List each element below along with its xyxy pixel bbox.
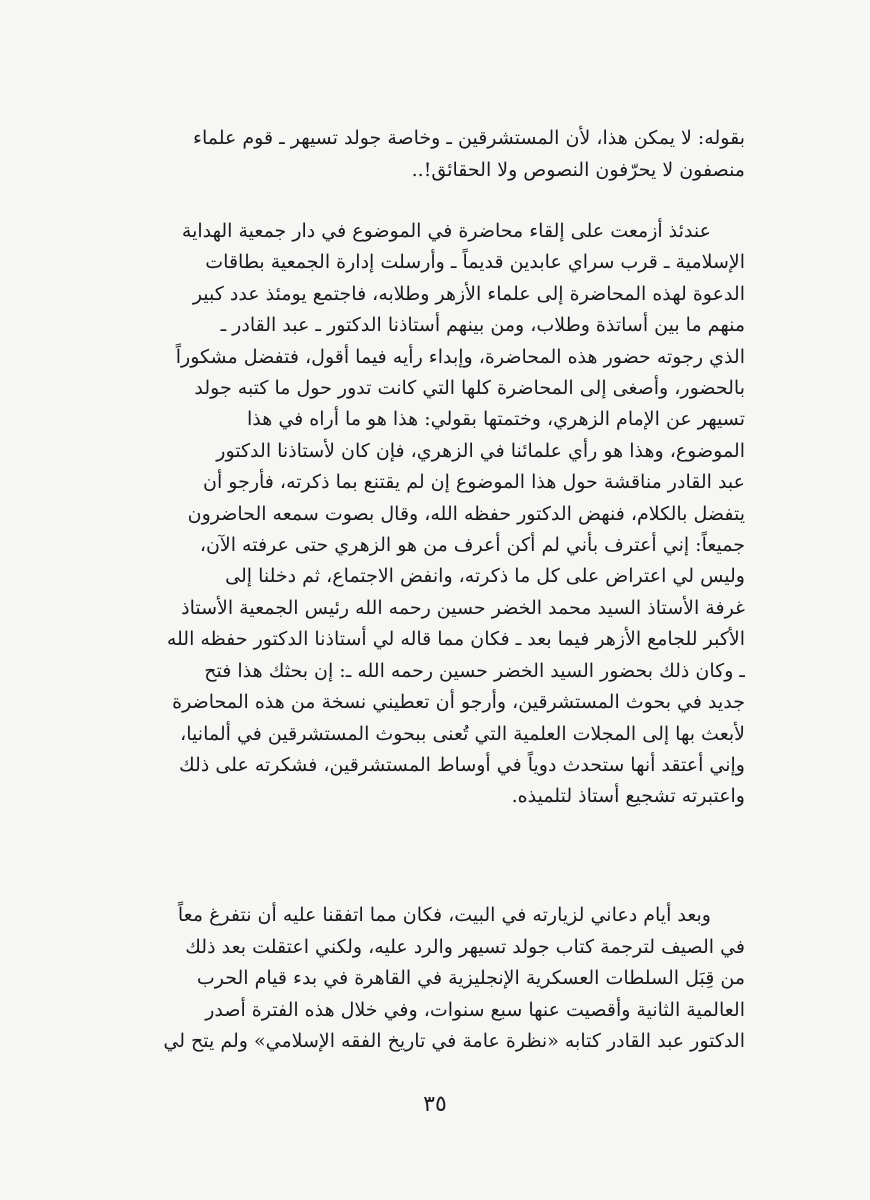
text-line: يتفضل بالكلام، فنهض الدكتور حفظه الله، وقال بصوت سمعه الحاضرون (187, 502, 745, 525)
text-line: العالمية الثانية وأقصيت عنها سبع سنوات، وفي خلال هذه الفترة أصدر (205, 998, 745, 1021)
text-line: غرفة الأستاذ السيد محمد الخضر حسين رحمه الله رئيس الجمعية الأستاذ (181, 596, 745, 619)
text-line: الذي رجوته حضور هذه المحاضرة، وإبداء رأيه فيما أقول، فتفضل مشكوراً (175, 345, 745, 368)
text-line: من قِبَل السلطات العسكرية الإنجليزية في القاهرة في بدء قيام الحرب (196, 967, 745, 989)
text-line: تسيهر عن الإمام الزهري، وختمتها بقولي: هذا هو ما أراه في هذا (247, 408, 745, 431)
paragraph-3 (100, 900, 745, 1058)
paragraph-2 (100, 216, 745, 813)
text-line: منصفون لا يحرّفون النصوص ولا الحقائق!.. (411, 159, 745, 181)
text-line: الدعوة لهذه المحاضرة إلى علماء الأزهر وطلابه، فاجتمع يومئذ عدد كبير (192, 282, 745, 305)
text-line: وليس لي اعتراض على كل ما ذكرته، وانفض الاجتماع، ثم دخلنا إلى (225, 565, 745, 588)
text-line: عندئذ أزمعت على إلقاء محاضرة في الموضوع في دار جمعية الهداية (181, 220, 711, 242)
text-line: جديد في بحوث المستشرقين، وأرجو أن تعطيني نسخة من هذه المحاضرة (172, 691, 745, 714)
text-line: وإني أعتقد أنها ستحدث دوياً في أوساط المستشرقين، فشكرته على ذلك (179, 753, 745, 776)
page-number: ٣٥ (423, 1092, 447, 1117)
text-line: ـ وكان ذلك بحضور السيد الخضر حسين رحمه الله ـ: إن بحثك هذا فتح (204, 659, 745, 682)
text-line: الدكتور عبد القادر كتابه «نظرة عامة في تاريخ الفقه الإسلامي» ولم يتح لي (163, 1030, 745, 1052)
paragraph-1 (100, 122, 745, 186)
text-line: وبعد أيام دعاني لزيارته في البيت، فكان مما اتفقنا عليه أن نتفرغ معاً (177, 904, 711, 926)
text-line: الموضوع، وهذا هو رأي علمائنا في الزهري، فإن كان لأستاذنا الدكتور (216, 439, 745, 462)
text-line: لأبعث بها إلى المجلات العلمية التي تُعنى ببحوث المستشرقين في ألمانيا، (180, 722, 745, 745)
text-line: واعتبرته تشجيع أستاذ لتلميذه. (511, 785, 745, 808)
text-line: عبد القادر مناقشة حول هذا الموضوع إن لم يقتنع بما ذكرته، فأرجو أن (203, 471, 745, 494)
text-line: الإسلامية ـ قرب سراي عابدين قديماً ـ وأرسلت إدارة الجمعية بطاقات (205, 251, 745, 274)
text-line: منهم ما بين أساتذة وطلاب، ومن بينهم أستاذنا الدكتور ـ عبد القادر ـ (220, 314, 745, 337)
text-line: بقوله: لا يمكن هذا، لأن المستشرقين ـ وخاصة جولد تسيهر ـ قوم علماء (193, 127, 745, 149)
text-line: بالحضور، وأصغى إلى المحاضرة كلها التي كانت تدور حول ما كتبه جولد (194, 377, 745, 400)
text-line: في الصيف لترجمة كتاب جولد تسيهر والرد عليه، ولكني اعتقلت بعد ذلك (185, 935, 745, 958)
text-line: الأكبر للجامع الأزهر فيما بعد ـ فكان مما قاله لي أستاذنا الدكتور حفظه الله (166, 628, 745, 651)
text-line: جميعاً: إني أعترف بأني لم أكن أعرف من هو الزهري حتى عرفته الآن، (199, 534, 745, 557)
